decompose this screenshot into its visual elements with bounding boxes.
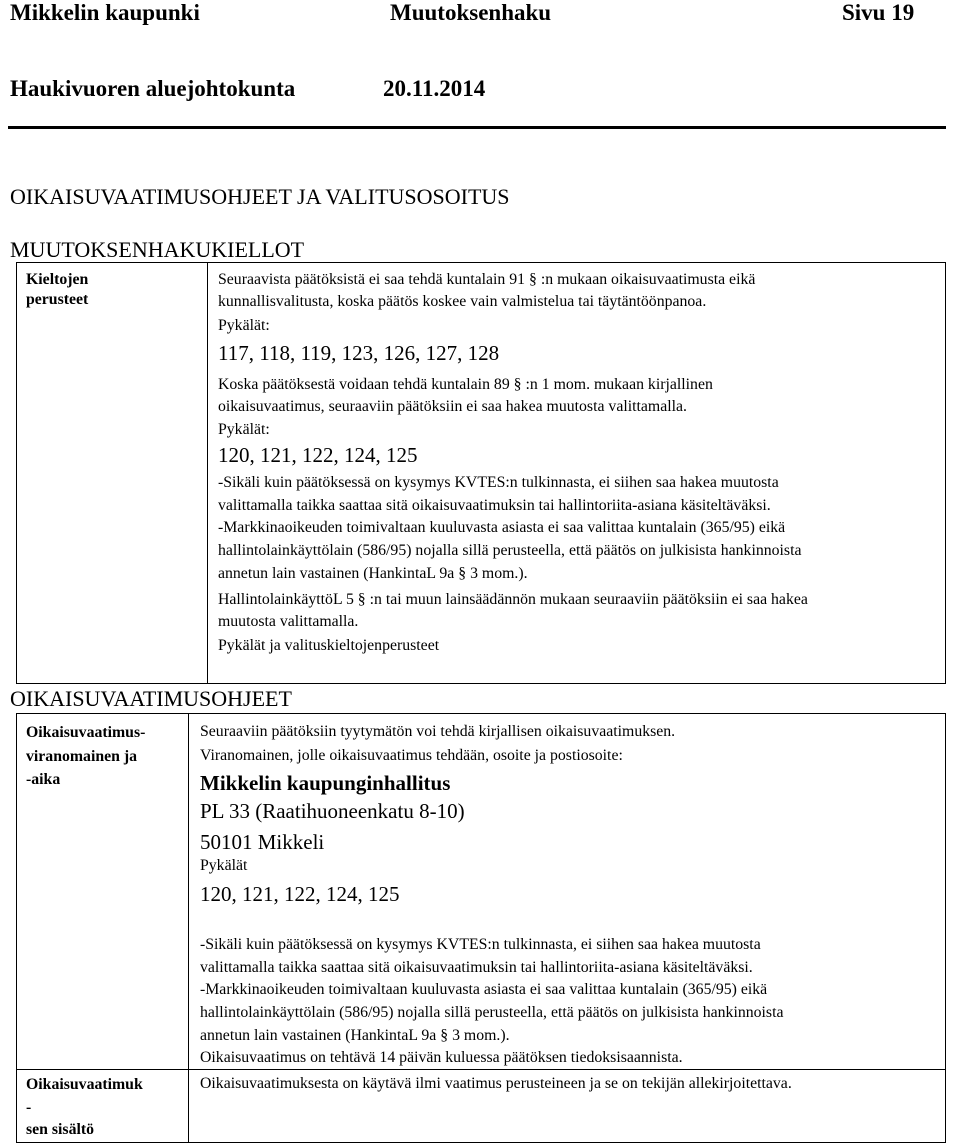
section2-right-border: [945, 713, 946, 1143]
header-body: Haukivuoren aluejohtokunta: [10, 76, 296, 101]
header-type: Muutoksenhaku: [390, 0, 552, 25]
s1-p2-line2: oikaisuvaatimus, seuraaviin päätöksiin ei saa hakea muutosta valittamalla.: [218, 398, 687, 415]
s1-p3-line2: valittamalla taikka saattaa sitä oikaisuvaatimuksin tai hallintoriita-asiana käsiteltäväksi.: [218, 497, 771, 514]
s1-p2-line1: Koska päätöksestä voidaan tehdä kuntalain 89 § :n 1 mom. mukaan kirjallinen: [218, 376, 713, 393]
section1-heading: MUUTOKSENHAKUKIELLOT: [10, 237, 305, 262]
s2-p3-line2: valittamalla taikka saattaa sitä oikaisuvaatimuksin tai hallintoriita-asiana käsiteltäväksi.: [200, 959, 753, 976]
s2-label1-line3: -aika: [26, 771, 61, 788]
s2-p1: Seuraaviin päätöksiin tyytymätön voi tehdä kirjallisen oikaisuvaatimuksen.: [200, 723, 676, 740]
s2-p4: Oikaisuvaatimus on tehtävä 14 päivän kuluessa päätöksen tiedoksisaannista.: [200, 1049, 683, 1066]
section2-heading: OIKAISUVAATIMUSOHJEET: [10, 686, 292, 711]
header-divider: [8, 126, 946, 129]
s1-p1-line1: Seuraavista päätöksistä ei saa tehdä kuntalain 91 § :n mukaan oikaisuvaatimusta eikä: [218, 271, 756, 288]
section2-label-divider: [16, 1069, 188, 1070]
s1-pykalat1-label: Pykälät:: [218, 317, 270, 334]
section1-left-border: [16, 262, 17, 684]
s2-p3-line1: -Sikäli kuin päätöksessä on kysymys KVTES:n tulkinnasta, ei siihen saa hakea muutosta: [200, 936, 761, 953]
s2-p3-line5: annetun lain vastainen (HankintaL 9a § 3 mom.).: [200, 1027, 510, 1044]
section2-top-border: [16, 713, 946, 714]
section1-label-line1: Kieltojen: [26, 271, 89, 288]
section1-bottom-border: [16, 683, 946, 684]
s2-label1-line2: viranomainen ja: [26, 748, 138, 765]
s2-p5: Oikaisuvaatimuksesta on käytävä ilmi vaatimus perusteineen ja se on tekijän allekirjoitettava.: [200, 1075, 792, 1092]
s2-label1-line1: Oikaisuvaatimus-: [26, 724, 146, 741]
s2-pykalat-label: Pykälät: [200, 857, 248, 874]
s2-label2-line2: -: [26, 1099, 32, 1116]
s1-p3-line4: hallintolainkäyttölain (586/95) nojalla sillä perusteella, että päätös on julkisista hankinnoista: [218, 542, 802, 559]
s2-p3-line4: hallintolainkäyttölain (586/95) nojalla sillä perusteella, että päätös on julkisista hankinnoista: [200, 1004, 784, 1021]
s1-p1-line2: kunnallisvalitusta, koska päätös koskee vain valmistelua tai täytäntöönpanoa.: [218, 293, 707, 310]
s1-pykalat2-label: Pykälät:: [218, 421, 270, 438]
s2-p2: Viranomainen, jolle oikaisuvaatimus tehdään, osoite ja postiosoite:: [200, 747, 623, 764]
s1-p3-line3: -Markkinaoikeuden toimivaltaan kuuluvasta asiasta ei saa valittaa kuntalain (365/95) eikä: [218, 519, 786, 536]
s1-p3-line1: -Sikäli kuin päätöksessä on kysymys KVTES:n tulkinnasta, ei siihen saa hakea muutosta: [218, 474, 779, 491]
s1-pykalat1-values: 117, 118, 119, 123, 126, 127, 128: [218, 341, 500, 365]
section1-label-line2: perusteet: [26, 291, 89, 308]
s2-pykalat-values: 120, 121, 122, 124, 125: [200, 882, 400, 906]
s2-label2-line1: Oikaisuvaatimuk: [26, 1076, 143, 1093]
s1-p3-line5: annetun lain vastainen (HankintaL 9a § 3 mom.).: [218, 565, 528, 582]
section2-bottom-border: [16, 1142, 946, 1143]
s2-authority: Mikkelin kaupunginhallitus: [200, 771, 451, 795]
s1-pykalat2-values: 120, 121, 122, 124, 125: [218, 443, 418, 467]
s1-p4-line3: Pykälät ja valituskieltojenperusteet: [218, 637, 440, 654]
section2-column-divider: [188, 713, 189, 1143]
s2-address2: 50101 Mikkeli: [200, 830, 325, 854]
page-title: OIKAISUVAATIMUSOHJEET JA VALITUSOSOITUS: [10, 184, 510, 209]
section2-row-divider: [188, 1069, 946, 1070]
section1-right-border: [945, 262, 946, 684]
section2-left-border: [16, 713, 17, 1143]
s2-p3-line3: -Markkinaoikeuden toimivaltaan kuuluvasta asiasta ei saa valittaa kuntalain (365/95) eikä: [200, 981, 768, 998]
header-org: Mikkelin kaupunki: [10, 0, 200, 25]
s1-p4-line1: HallintolainkäyttöL 5 § :n tai muun lainsäädännön mukaan seuraaviin päätöksiin ei saa hakea: [218, 591, 808, 608]
s1-p4-line2: muutosta valittamalla.: [218, 613, 359, 630]
section1-column-divider: [207, 262, 208, 684]
s2-address1: PL 33 (Raatihuoneenkatu 8-10): [200, 799, 465, 823]
header-page: Sivu 19: [842, 0, 915, 25]
section1-top-border: [16, 262, 946, 263]
s2-label2-line3: sen sisältö: [26, 1121, 95, 1138]
header-date: 20.11.2014: [383, 76, 486, 101]
